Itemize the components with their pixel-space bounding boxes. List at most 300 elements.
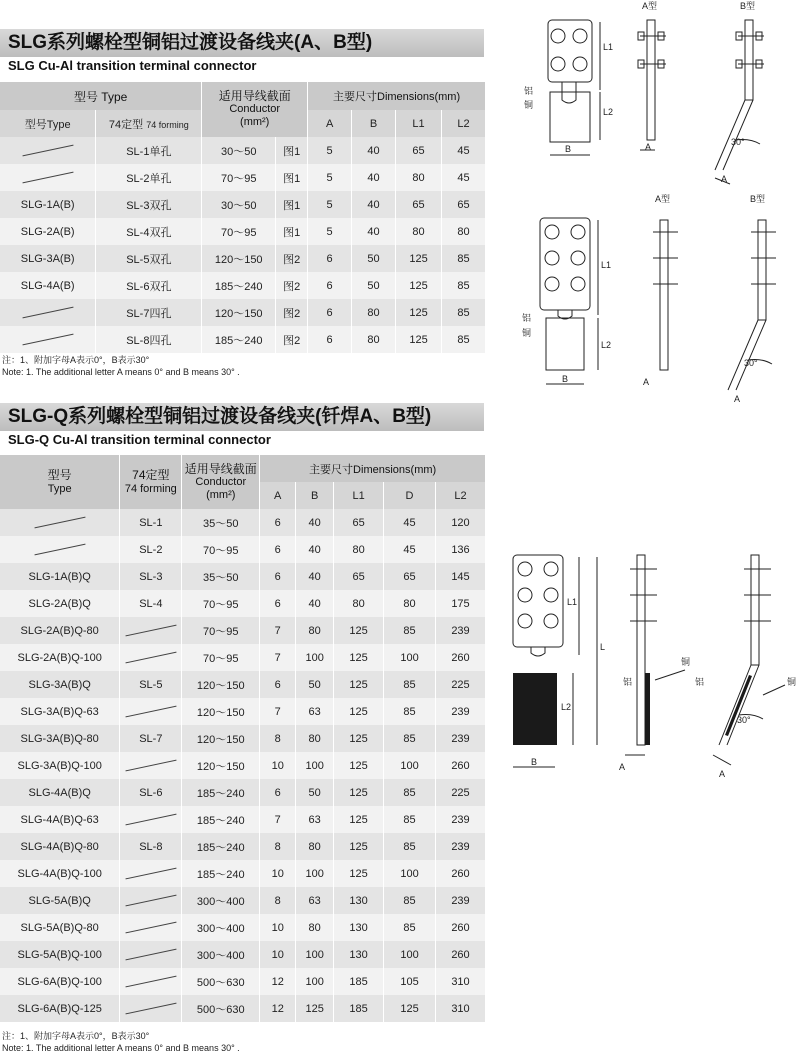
cell-conductor: 70～95 <box>182 536 260 563</box>
table-row <box>0 191 486 218</box>
header-conductor <box>202 82 308 137</box>
cell-forming: SL-4 <box>120 590 182 617</box>
cell-type: SLG-3A(B)Q-100 <box>0 752 120 779</box>
cell-conductor: 120～150 <box>182 725 260 752</box>
cell-d: 45 <box>384 536 436 563</box>
dash-icon <box>34 544 85 556</box>
header2-forming-en: 74 forming <box>124 483 177 495</box>
label-dim-l2-1: L2 <box>603 107 614 117</box>
cell-l1: 125 <box>334 779 384 806</box>
cell-type: SLG-6A(B)Q-125 <box>0 995 120 1022</box>
cell-conductor: 120～150 <box>182 671 260 698</box>
cell-b: 80 <box>296 833 334 860</box>
cell-b: 100 <box>296 941 334 968</box>
section1-note <box>2 354 240 378</box>
dash-icon <box>22 172 73 184</box>
slgq-spec-table <box>0 455 486 1022</box>
cell-type: SLG-3A(B)Q-63 <box>0 698 120 725</box>
cell-l1: 65 <box>334 563 384 590</box>
dash-icon <box>125 814 176 826</box>
cell-conductor: 120～150 <box>202 299 276 326</box>
cell-l1: 125 <box>334 752 384 779</box>
cell-d: 85 <box>384 671 436 698</box>
section2-note <box>2 1030 240 1054</box>
cell-l2: 85 <box>441 326 485 353</box>
section1-subtitle: SLG Cu-Al transition terminal connector <box>8 58 257 73</box>
cell-a: 10 <box>260 752 296 779</box>
cell-l2: 310 <box>435 995 485 1022</box>
header2-l1: L1 <box>334 482 384 509</box>
cell-l1: 125 <box>334 698 384 725</box>
label-angle-2: 30° <box>744 358 758 368</box>
cell-l2: 45 <box>441 164 485 191</box>
table-row <box>0 968 486 995</box>
drawing-figure-2 <box>510 190 800 405</box>
cell-conductor: 500～630 <box>182 995 260 1022</box>
label-copper-1: 铜 <box>524 100 534 110</box>
dash-icon <box>125 922 176 934</box>
cell-l1: 130 <box>334 941 384 968</box>
cell-l1: 125 <box>334 860 384 887</box>
label-dim-l-3: L <box>600 642 606 652</box>
dash-icon <box>125 652 176 664</box>
table-row <box>0 671 486 698</box>
cell-forming <box>120 914 182 941</box>
table-row <box>0 995 486 1022</box>
dash-icon <box>125 868 176 880</box>
cell-conductor: 185～240 <box>182 833 260 860</box>
cell-l1: 125 <box>334 617 384 644</box>
cell-l1: 80 <box>396 164 442 191</box>
cell-type: SLG-5A(B)Q-100 <box>0 941 120 968</box>
header-l1: L1 <box>396 110 442 137</box>
label-dim-a-2: A <box>643 377 650 387</box>
cell-l1: 65 <box>396 191 442 218</box>
header2-conductor-en: Conductor <box>195 475 247 488</box>
dash-icon <box>22 334 73 346</box>
cell-a: 6 <box>260 563 296 590</box>
cell-l2: 310 <box>435 968 485 995</box>
dash-icon <box>125 1003 176 1015</box>
label-aluminum-3: 铝 <box>623 677 633 687</box>
cell-figure: 图2 <box>276 272 308 299</box>
cell-type: SLG-5A(B)Q-80 <box>0 914 120 941</box>
cell-a: 10 <box>260 914 296 941</box>
cell-b: 125 <box>296 995 334 1022</box>
cell-l2: 239 <box>435 617 485 644</box>
cell-b: 50 <box>352 245 396 272</box>
cell-conductor: 300～400 <box>182 941 260 968</box>
cell-forming <box>120 995 182 1022</box>
cell-forming <box>120 698 182 725</box>
cell-a: 6 <box>308 326 352 353</box>
cell-d: 100 <box>384 860 436 887</box>
cell-conductor: 300～400 <box>182 887 260 914</box>
cell-conductor: 300～400 <box>182 914 260 941</box>
table-row <box>0 137 486 164</box>
cell-l2: 260 <box>435 860 485 887</box>
cell-forming <box>120 887 182 914</box>
cell-l1: 130 <box>334 887 384 914</box>
label-aluminum-1: 铝 <box>524 86 534 96</box>
table-row <box>0 164 486 191</box>
cell-forming: SL-3双孔 <box>96 191 202 218</box>
cell-b: 40 <box>296 509 334 536</box>
cell-forming: SL-6 <box>120 779 182 806</box>
dash-icon <box>125 706 176 718</box>
cell-type: SLG-2A(B)Q <box>0 590 120 617</box>
label-copper-2: 铜 <box>522 328 532 338</box>
cell-conductor: 185～240 <box>202 326 276 353</box>
label-dim-l2-3: L2 <box>561 702 572 712</box>
cell-b: 80 <box>296 725 334 752</box>
cell-conductor: 70～95 <box>202 218 276 245</box>
cell-l1: 80 <box>334 536 384 563</box>
dash-icon <box>125 895 176 907</box>
cell-a: 7 <box>260 698 296 725</box>
cell-forming <box>120 968 182 995</box>
cell-type: SLG-3A(B)Q-80 <box>0 725 120 752</box>
dash-icon <box>125 625 176 637</box>
cell-forming: SL-2 <box>120 536 182 563</box>
cell-conductor: 185～240 <box>182 806 260 833</box>
cell-d: 125 <box>384 995 436 1022</box>
cell-conductor: 35～50 <box>182 563 260 590</box>
label-aluminum-4: 铝 <box>695 677 705 687</box>
label-dim-b-2: B <box>562 374 569 384</box>
header-l2: L2 <box>441 110 485 137</box>
cell-l2: 239 <box>435 833 485 860</box>
label-type-a-1: A型 <box>642 1 658 11</box>
cell-b: 50 <box>352 272 396 299</box>
cell-l2: 225 <box>435 779 485 806</box>
label-dim-l1-3: L1 <box>567 597 578 607</box>
cell-conductor: 120～150 <box>202 245 276 272</box>
cell-l1: 125 <box>334 833 384 860</box>
header2-forming <box>120 455 182 509</box>
table-row <box>0 245 486 272</box>
cell-l2: 85 <box>441 245 485 272</box>
cell-figure: 图1 <box>276 191 308 218</box>
header-dimensions: 主要尺寸Dimensions(mm) <box>308 82 486 110</box>
cell-l1: 125 <box>396 245 442 272</box>
cell-b: 50 <box>296 671 334 698</box>
label-copper-4: 铜 <box>787 677 797 687</box>
cell-d: 85 <box>384 725 436 752</box>
cell-b: 80 <box>352 326 396 353</box>
cell-type: SLG-1A(B)Q <box>0 563 120 590</box>
cell-figure: 图1 <box>276 218 308 245</box>
cell-d: 85 <box>384 779 436 806</box>
cell-a: 5 <box>308 164 352 191</box>
section1-note-en: Note: 1. The additional letter A means 0° and B means 30° . <box>2 367 240 377</box>
copper-block <box>513 673 557 745</box>
cell-figure: 图2 <box>276 299 308 326</box>
table-row <box>0 617 486 644</box>
table-row <box>0 644 486 671</box>
copper-plate-a <box>645 673 650 745</box>
cell-a: 12 <box>260 968 296 995</box>
cell-l2: 225 <box>435 671 485 698</box>
header-conductor-unit: (mm²) <box>240 116 270 128</box>
label-dim-b-3: B <box>531 757 538 767</box>
dash-icon <box>125 760 176 772</box>
table-row <box>0 536 486 563</box>
cell-l2: 239 <box>435 806 485 833</box>
cell-conductor: 70～95 <box>182 590 260 617</box>
table-row <box>0 860 486 887</box>
section1-note-cn: 注：1、附加字母A表示0°，B表示30° <box>2 355 150 365</box>
cell-l1: 125 <box>334 725 384 752</box>
table-row <box>0 887 486 914</box>
cell-b: 63 <box>296 806 334 833</box>
label-copper-3: 铜 <box>681 657 691 667</box>
cell-d: 45 <box>384 509 436 536</box>
table-row <box>0 941 486 968</box>
cell-l1: 125 <box>396 326 442 353</box>
cell-l2: 80 <box>441 218 485 245</box>
cell-l1: 80 <box>334 590 384 617</box>
header2-dimensions: 主要尺寸Dimensions(mm) <box>260 455 486 482</box>
cell-d: 85 <box>384 698 436 725</box>
cell-conductor: 500～630 <box>182 968 260 995</box>
cell-type: SLG-4A(B)Q-63 <box>0 806 120 833</box>
cell-forming: SL-7 <box>120 725 182 752</box>
cell-l1: 65 <box>334 509 384 536</box>
cell-a: 8 <box>260 887 296 914</box>
cell-type: SLG-4A(B)Q <box>0 779 120 806</box>
cell-l2: 260 <box>435 914 485 941</box>
cell-b: 100 <box>296 860 334 887</box>
header2-forming-cn: 74定型 <box>132 468 170 482</box>
header2-type-cn: 型号 <box>47 468 72 482</box>
cell-a: 10 <box>260 941 296 968</box>
cell-a: 7 <box>260 806 296 833</box>
cell-l1: 125 <box>334 806 384 833</box>
cell-conductor: 185～240 <box>182 860 260 887</box>
cell-type: SLG-2A(B)Q-80 <box>0 617 120 644</box>
cell-l1: 125 <box>334 644 384 671</box>
cell-conductor: 185～240 <box>202 272 276 299</box>
cell-b: 40 <box>296 590 334 617</box>
cell-d: 100 <box>384 752 436 779</box>
label-dim-a-1: A <box>645 142 652 152</box>
cell-figure: 图2 <box>276 245 308 272</box>
label-dim-b-1: B <box>565 144 572 154</box>
cell-a: 5 <box>308 218 352 245</box>
cell-l2: 239 <box>435 887 485 914</box>
cell-b: 40 <box>296 563 334 590</box>
cell-d: 85 <box>384 617 436 644</box>
header2-type-en: Type <box>47 483 72 495</box>
cell-forming: SL-3 <box>120 563 182 590</box>
cell-l1: 65 <box>396 137 442 164</box>
section2-note-en: Note: 1. The additional letter A means 0° and B means 30° . <box>2 1043 240 1053</box>
cell-conductor: 30～50 <box>202 137 276 164</box>
cell-b: 100 <box>296 968 334 995</box>
label-dim-a-3: A <box>619 762 626 772</box>
dash-icon <box>22 145 73 157</box>
label-dim-a-b-3: A <box>719 769 726 779</box>
dash-icon <box>125 976 176 988</box>
table-row <box>0 752 486 779</box>
label-type-b-2: B型 <box>750 194 766 204</box>
cell-conductor: 120～150 <box>182 698 260 725</box>
cell-l2: 65 <box>441 191 485 218</box>
cell-l2: 260 <box>435 941 485 968</box>
cell-a: 6 <box>260 779 296 806</box>
cell-b: 50 <box>296 779 334 806</box>
cell-type <box>0 326 96 353</box>
cell-l1: 185 <box>334 968 384 995</box>
cell-b: 100 <box>296 644 334 671</box>
cell-type <box>0 536 120 563</box>
cell-a: 6 <box>308 272 352 299</box>
header2-conductor <box>182 455 260 509</box>
cell-l1: 125 <box>396 272 442 299</box>
table-row <box>0 509 486 536</box>
cell-b: 40 <box>352 164 396 191</box>
header-forming-en: 74 forming <box>146 119 189 130</box>
copper-plate-b <box>725 675 752 736</box>
cell-forming <box>120 860 182 887</box>
cell-l1: 125 <box>396 299 442 326</box>
cell-a: 8 <box>260 725 296 752</box>
header-a: A <box>308 110 352 137</box>
table-row <box>0 590 486 617</box>
cell-forming: SL-1 <box>120 509 182 536</box>
header-forming-cn: 74定型 <box>108 118 144 131</box>
cell-conductor: 30～50 <box>202 191 276 218</box>
cell-b: 40 <box>352 218 396 245</box>
label-angle-1: 30° <box>731 137 745 147</box>
cell-type: SLG-1A(B) <box>0 191 96 218</box>
cell-d: 85 <box>384 887 436 914</box>
table-row <box>0 833 486 860</box>
cell-conductor: 185～240 <box>182 779 260 806</box>
cell-type <box>0 164 96 191</box>
table-row <box>0 725 486 752</box>
cell-forming: SL-4双孔 <box>96 218 202 245</box>
cell-l2: 120 <box>435 509 485 536</box>
cell-a: 6 <box>308 245 352 272</box>
cell-conductor: 70～95 <box>202 164 276 191</box>
cell-type: SLG-4A(B)Q-80 <box>0 833 120 860</box>
cell-d: 105 <box>384 968 436 995</box>
cell-b: 100 <box>296 752 334 779</box>
cell-type <box>0 509 120 536</box>
cell-b: 80 <box>296 914 334 941</box>
label-dim-l1-1: L1 <box>603 42 614 52</box>
cell-l2: 136 <box>435 536 485 563</box>
cell-forming <box>120 617 182 644</box>
cell-type: SLG-5A(B)Q <box>0 887 120 914</box>
header2-conductor-cn: 适用导线截面 <box>184 461 257 476</box>
label-dim-l1-2: L1 <box>601 260 612 270</box>
cell-d: 85 <box>384 806 436 833</box>
section2-subtitle: SLG-Q Cu-Al transition terminal connector <box>8 432 271 447</box>
label-aluminum-2: 铝 <box>522 313 532 323</box>
cell-l1: 185 <box>334 995 384 1022</box>
cell-type: SLG-2A(B)Q-100 <box>0 644 120 671</box>
cell-d: 65 <box>384 563 436 590</box>
label-type-a-2: A型 <box>655 194 671 204</box>
cell-l1: 125 <box>334 671 384 698</box>
cell-figure: 图1 <box>276 137 308 164</box>
cell-forming: SL-8 <box>120 833 182 860</box>
cell-type: SLG-6A(B)Q-100 <box>0 968 120 995</box>
header-forming <box>96 110 202 137</box>
header2-l2: L2 <box>435 482 485 509</box>
label-dim-l2-2: L2 <box>601 340 612 350</box>
header2-d: D <box>384 482 436 509</box>
cell-forming <box>120 644 182 671</box>
cell-figure: 图2 <box>276 326 308 353</box>
cell-l2: 239 <box>435 698 485 725</box>
table-row <box>0 698 486 725</box>
table-row <box>0 299 486 326</box>
cell-conductor: 120～150 <box>182 752 260 779</box>
cell-a: 6 <box>308 299 352 326</box>
header2-conductor-unit: (mm²) <box>206 488 236 501</box>
cell-l2: 260 <box>435 752 485 779</box>
cell-l2: 45 <box>441 137 485 164</box>
dash-icon <box>125 949 176 961</box>
cell-a: 8 <box>260 833 296 860</box>
cell-a: 7 <box>260 644 296 671</box>
cell-type: SLG-2A(B) <box>0 218 96 245</box>
cell-forming <box>120 806 182 833</box>
section1-title: SLG系列螺栓型铜铝过渡设备线夹(A、B型) <box>0 29 484 57</box>
cell-type: SLG-3A(B) <box>0 245 96 272</box>
section2-note-cn: 注：1、附加字母A表示0°，B表示30° <box>2 1031 150 1041</box>
cell-type: SLG-3A(B)Q <box>0 671 120 698</box>
label-dim-a-b-1: A <box>721 174 728 184</box>
label-angle-3: 30° <box>737 715 751 725</box>
cell-forming: SL-5 <box>120 671 182 698</box>
header2-b: B <box>296 482 334 509</box>
cell-l2: 260 <box>435 644 485 671</box>
cell-a: 6 <box>260 509 296 536</box>
cell-a: 5 <box>308 137 352 164</box>
table-row <box>0 272 486 299</box>
cell-b: 80 <box>296 617 334 644</box>
cell-type: SLG-4A(B) <box>0 272 96 299</box>
table-row <box>0 806 486 833</box>
header-b: B <box>352 110 396 137</box>
cell-l2: 239 <box>435 725 485 752</box>
cell-l2: 175 <box>435 590 485 617</box>
cell-forming: SL-2单孔 <box>96 164 202 191</box>
cell-forming: SL-1单孔 <box>96 137 202 164</box>
slg-spec-table <box>0 82 486 353</box>
cell-type <box>0 137 96 164</box>
cell-type <box>0 299 96 326</box>
cell-l2: 85 <box>441 299 485 326</box>
drawing-figure-1 <box>510 0 800 195</box>
cell-a: 10 <box>260 860 296 887</box>
cell-conductor: 35～50 <box>182 509 260 536</box>
cell-d: 85 <box>384 833 436 860</box>
cell-l1: 130 <box>334 914 384 941</box>
cell-forming: SL-8四孔 <box>96 326 202 353</box>
cell-forming: SL-7四孔 <box>96 299 202 326</box>
label-type-b-1: B型 <box>740 1 756 11</box>
cell-a: 7 <box>260 617 296 644</box>
header-type: 型号Type <box>0 110 96 137</box>
table-row <box>0 218 486 245</box>
cell-forming: SL-6双孔 <box>96 272 202 299</box>
